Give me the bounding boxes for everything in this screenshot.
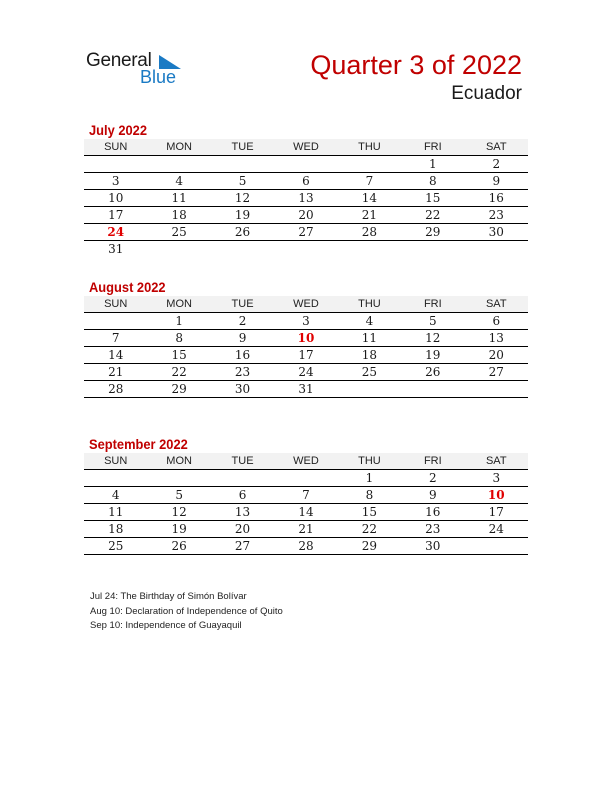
weekday-header: SAT <box>465 453 528 470</box>
weekday-header: MON <box>147 139 210 156</box>
week-row <box>84 347 528 364</box>
day-cell: 23 <box>401 521 464 538</box>
day-cell: 10 <box>84 190 147 207</box>
day-cell: 1 <box>401 156 464 173</box>
week-row <box>84 504 528 521</box>
day-cell: 22 <box>338 521 401 538</box>
day-cell: 19 <box>147 521 210 538</box>
page-title: Quarter 3 of 2022 <box>310 50 522 80</box>
week-row <box>84 521 528 538</box>
day-cell: 21 <box>338 207 401 224</box>
day-cell: 27 <box>465 364 528 381</box>
day-cell: 30 <box>401 538 464 555</box>
day-cell: 30 <box>211 381 274 398</box>
day-cell: 18 <box>147 207 210 224</box>
weekday-header: FRI <box>401 139 464 156</box>
holiday-note: Sep 10: Independence of Guayaquil <box>90 620 242 631</box>
day-cell: 6 <box>274 173 337 190</box>
empty-cell <box>465 241 528 258</box>
day-cell: 29 <box>401 224 464 241</box>
week-row <box>84 173 528 190</box>
empty-cell <box>274 470 337 487</box>
weekday-header: TUE <box>211 296 274 313</box>
day-cell: 18 <box>338 347 401 364</box>
weekday-header-row <box>84 296 528 313</box>
day-cell: 4 <box>84 487 147 504</box>
day-cell: 24 <box>465 521 528 538</box>
weekday-header: WED <box>274 296 337 313</box>
day-cell: 9 <box>211 330 274 347</box>
empty-cell <box>211 470 274 487</box>
day-cell: 16 <box>465 190 528 207</box>
day-cell: 14 <box>274 504 337 521</box>
weekday-header: TUE <box>211 453 274 470</box>
day-cell: 7 <box>274 487 337 504</box>
week-row <box>84 330 528 347</box>
empty-cell <box>338 156 401 173</box>
day-cell: 7 <box>338 173 401 190</box>
day-cell: 9 <box>465 173 528 190</box>
day-cell: 2 <box>211 313 274 330</box>
empty-cell <box>211 156 274 173</box>
holiday-day-cell: 24 <box>84 224 147 241</box>
empty-cell <box>338 381 401 398</box>
day-cell: 8 <box>147 330 210 347</box>
month-title: September 2022 <box>89 436 188 452</box>
week-row <box>84 381 528 398</box>
holiday-day-cell: 10 <box>274 330 337 347</box>
empty-cell <box>274 241 337 258</box>
day-cell: 13 <box>274 190 337 207</box>
day-cell: 23 <box>465 207 528 224</box>
weekday-header: SUN <box>84 296 147 313</box>
day-cell: 15 <box>338 504 401 521</box>
month-grid <box>84 139 528 257</box>
day-cell: 26 <box>211 224 274 241</box>
day-cell: 6 <box>211 487 274 504</box>
weekday-header: MON <box>147 296 210 313</box>
day-cell: 28 <box>274 538 337 555</box>
day-cell: 12 <box>401 330 464 347</box>
day-cell: 15 <box>401 190 464 207</box>
day-cell: 17 <box>274 347 337 364</box>
empty-cell <box>338 241 401 258</box>
day-cell: 18 <box>84 521 147 538</box>
week-row <box>84 156 528 173</box>
weekday-header: THU <box>338 296 401 313</box>
logo-text-blue: Blue <box>140 67 177 87</box>
week-row <box>84 487 528 504</box>
day-cell: 25 <box>147 224 210 241</box>
month-grid <box>84 453 528 555</box>
logo-text-general: General <box>86 50 152 71</box>
day-cell: 26 <box>147 538 210 555</box>
day-cell: 29 <box>147 381 210 398</box>
holiday-notes <box>90 590 283 634</box>
holiday-note: Jul 24: The Birthday of Simón Bolívar <box>90 591 247 602</box>
day-cell: 20 <box>274 207 337 224</box>
day-cell: 8 <box>338 487 401 504</box>
day-cell: 22 <box>401 207 464 224</box>
day-cell: 2 <box>465 156 528 173</box>
month-grid <box>84 296 528 398</box>
weekday-header-row <box>84 139 528 156</box>
day-cell: 8 <box>401 173 464 190</box>
month-july <box>84 121 528 257</box>
weekday-header: SAT <box>465 296 528 313</box>
empty-cell <box>274 156 337 173</box>
empty-cell <box>147 156 210 173</box>
day-cell: 4 <box>338 313 401 330</box>
empty-cell <box>211 241 274 258</box>
day-cell: 15 <box>147 347 210 364</box>
day-cell: 17 <box>84 207 147 224</box>
day-cell: 13 <box>211 504 274 521</box>
day-cell: 4 <box>147 173 210 190</box>
day-cell: 24 <box>274 364 337 381</box>
day-cell: 21 <box>274 521 337 538</box>
day-cell: 29 <box>338 538 401 555</box>
day-cell: 16 <box>211 347 274 364</box>
empty-cell <box>84 313 147 330</box>
day-cell: 19 <box>401 347 464 364</box>
week-row <box>84 364 528 381</box>
country-name: Ecuador <box>451 83 522 104</box>
weekday-header: THU <box>338 453 401 470</box>
day-cell: 14 <box>338 190 401 207</box>
empty-cell <box>84 470 147 487</box>
day-cell: 20 <box>465 347 528 364</box>
generalblue-logo <box>86 50 196 90</box>
week-row <box>84 224 528 241</box>
day-cell: 12 <box>147 504 210 521</box>
day-cell: 28 <box>84 381 147 398</box>
weekday-header: WED <box>274 453 337 470</box>
day-cell: 25 <box>338 364 401 381</box>
day-cell: 5 <box>211 173 274 190</box>
day-cell: 31 <box>108 242 124 256</box>
day-cell: 27 <box>274 224 337 241</box>
day-cell: 12 <box>211 190 274 207</box>
day-cell: 28 <box>338 224 401 241</box>
day-cell: 26 <box>401 364 464 381</box>
day-cell: 2 <box>401 470 464 487</box>
empty-cell <box>465 381 528 398</box>
month-august <box>84 278 528 398</box>
day-cell: 14 <box>84 347 147 364</box>
day-cell: 7 <box>84 330 147 347</box>
day-cell: 11 <box>147 190 210 207</box>
weekday-header: SUN <box>84 139 147 156</box>
day-cell: 30 <box>465 224 528 241</box>
weekday-header: TUE <box>211 139 274 156</box>
week-row <box>84 538 528 555</box>
day-cell: 5 <box>147 487 210 504</box>
weekday-header: FRI <box>401 296 464 313</box>
day-cell: 1 <box>338 470 401 487</box>
day-cell: 20 <box>211 521 274 538</box>
day-cell: 13 <box>465 330 528 347</box>
weekday-header: THU <box>338 139 401 156</box>
weekday-header: SUN <box>84 453 147 470</box>
weekday-header: SAT <box>465 139 528 156</box>
day-cell: 27 <box>211 538 274 555</box>
month-title: July 2022 <box>89 122 148 138</box>
day-cell: 22 <box>147 364 210 381</box>
empty-cell <box>465 538 528 555</box>
empty-cell <box>147 241 210 258</box>
day-cell: 6 <box>465 313 528 330</box>
holiday-day-cell: 10 <box>465 487 528 504</box>
month-title: August 2022 <box>89 279 166 295</box>
day-cell: 25 <box>84 538 147 555</box>
day-cell: 1 <box>147 313 210 330</box>
weekday-header: FRI <box>401 453 464 470</box>
day-cell: 3 <box>274 313 337 330</box>
week-row <box>84 470 528 487</box>
day-cell: 3 <box>465 470 528 487</box>
empty-cell <box>401 241 464 258</box>
week-row <box>84 207 528 224</box>
week-row <box>84 190 528 207</box>
empty-cell <box>147 470 210 487</box>
week-row <box>84 241 528 258</box>
day-cell: 5 <box>401 313 464 330</box>
weekday-header: MON <box>147 453 210 470</box>
day-cell: 23 <box>211 364 274 381</box>
day-cell: 3 <box>84 173 147 190</box>
day-cell: 17 <box>465 504 528 521</box>
holiday-note: Aug 10: Declaration of Independence of Quito <box>90 605 283 617</box>
weekday-header-row <box>84 453 528 470</box>
day-cell: 11 <box>84 504 147 521</box>
weekday-header: WED <box>274 139 337 156</box>
empty-cell <box>84 156 147 173</box>
day-cell: 16 <box>401 504 464 521</box>
empty-cell <box>401 381 464 398</box>
day-cell: 31 <box>274 381 337 398</box>
week-row <box>84 313 528 330</box>
day-cell: 19 <box>211 207 274 224</box>
day-cell: 9 <box>401 487 464 504</box>
month-september <box>84 435 528 555</box>
day-cell: 11 <box>338 330 401 347</box>
day-cell: 21 <box>84 364 147 381</box>
